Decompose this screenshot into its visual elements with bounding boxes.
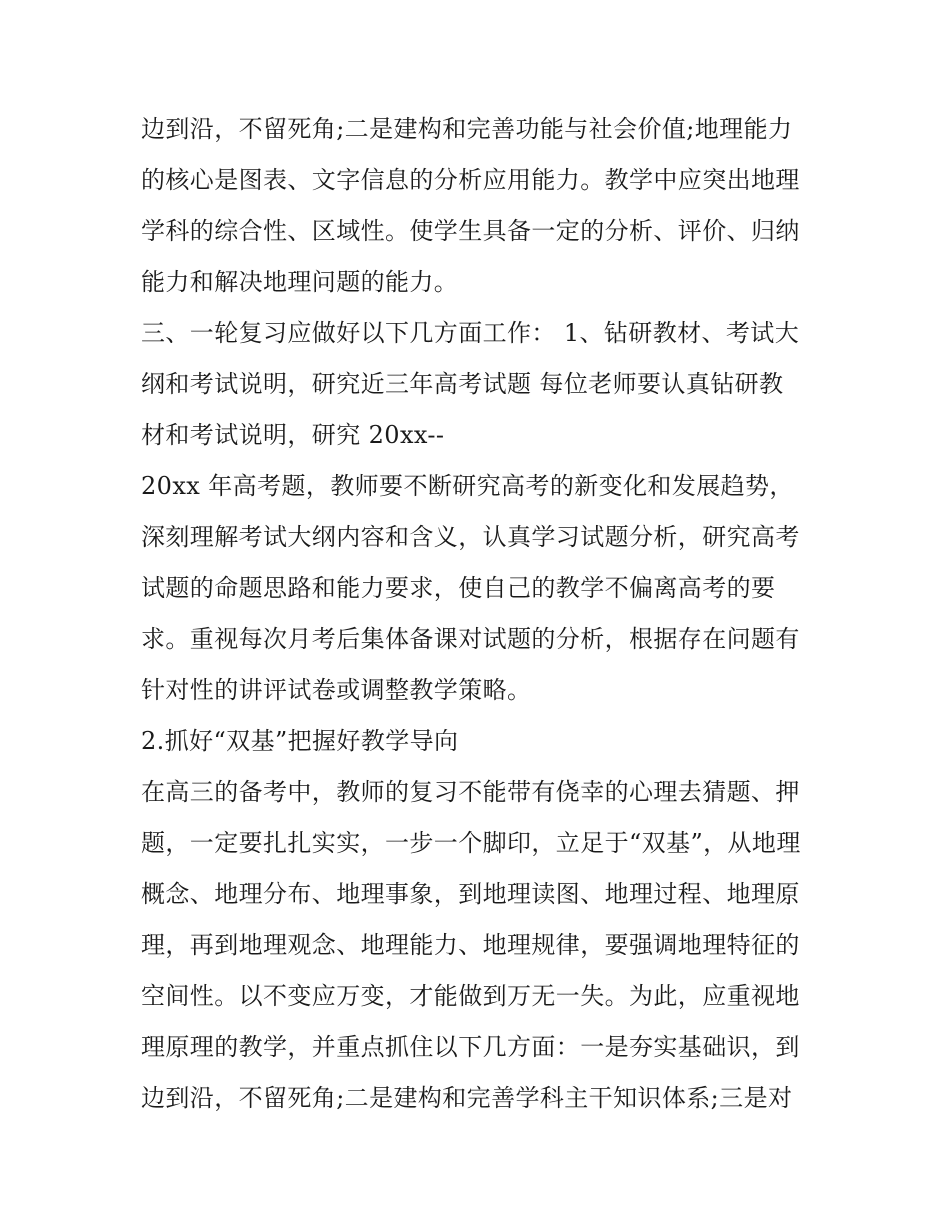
text-line: 边到沿，不留死角;二是建构和完善学科主干知识体系;三是对 xyxy=(141,1084,793,1112)
text-line: 材和考试说明，研究 20xx-- xyxy=(141,421,445,449)
text-line: 理，再到地理观念、地理能力、地理规律，要强调地理特征的 xyxy=(141,931,800,959)
text-line: 能力和解决地理问题的能力。 xyxy=(141,268,459,296)
text-line: 题，一定要扎扎实实，一步一个脚印，立足于“双基”，从地理 xyxy=(141,829,801,857)
text-line: 学科的综合性、区域性。使学生具备一定的分析、评价、归纳 xyxy=(141,217,800,245)
text-line: 理原理的教学，并重点抓住以下几方面：一是夯实基础识，到 xyxy=(141,1033,800,1061)
text-line: 针对性的讲评试卷或调整教学策略。 xyxy=(141,676,532,704)
text-line: 空间性。以不变应万变，才能做到万无一失。为此，应重视地 xyxy=(141,982,800,1010)
text-line: 纲和考试说明，研究近三年高考试题 每位老师要认真钻研教 xyxy=(141,370,784,398)
text-line: 试题的命题思路和能力要求，使自己的教学不偏离高考的要 xyxy=(141,574,776,602)
section-heading: 三、一轮复习应做好以下几方面工作： 1、钻研教材、考试大 xyxy=(141,319,800,347)
subsection-heading: 2.抓好“双基”把握好教学导向 xyxy=(141,727,459,755)
text-line: 深刻理解考试大纲内容和含义，认真学习试题分析，研究高考 xyxy=(141,523,800,551)
text-line: 在高三的备考中，教师的复习不能带有侥幸的心理去猜题、押 xyxy=(141,778,800,806)
text-line: 20xx 年高考题，教师要不断研究高考的新变化和发展趋势， xyxy=(141,472,794,500)
text-line: 求。重视每次月考后集体备课对试题的分析，根据存在问题有 xyxy=(141,625,800,653)
text-line: 概念、地理分布、地理事象，到地理读图、地理过程、地理原 xyxy=(141,880,800,908)
text-line: 的核心是图表、文字信息的分析应用能力。教学中应突出地理 xyxy=(141,166,800,194)
text-line: 边到沿，不留死角;二是建构和完善功能与社会价值;地理能力 xyxy=(141,115,793,143)
